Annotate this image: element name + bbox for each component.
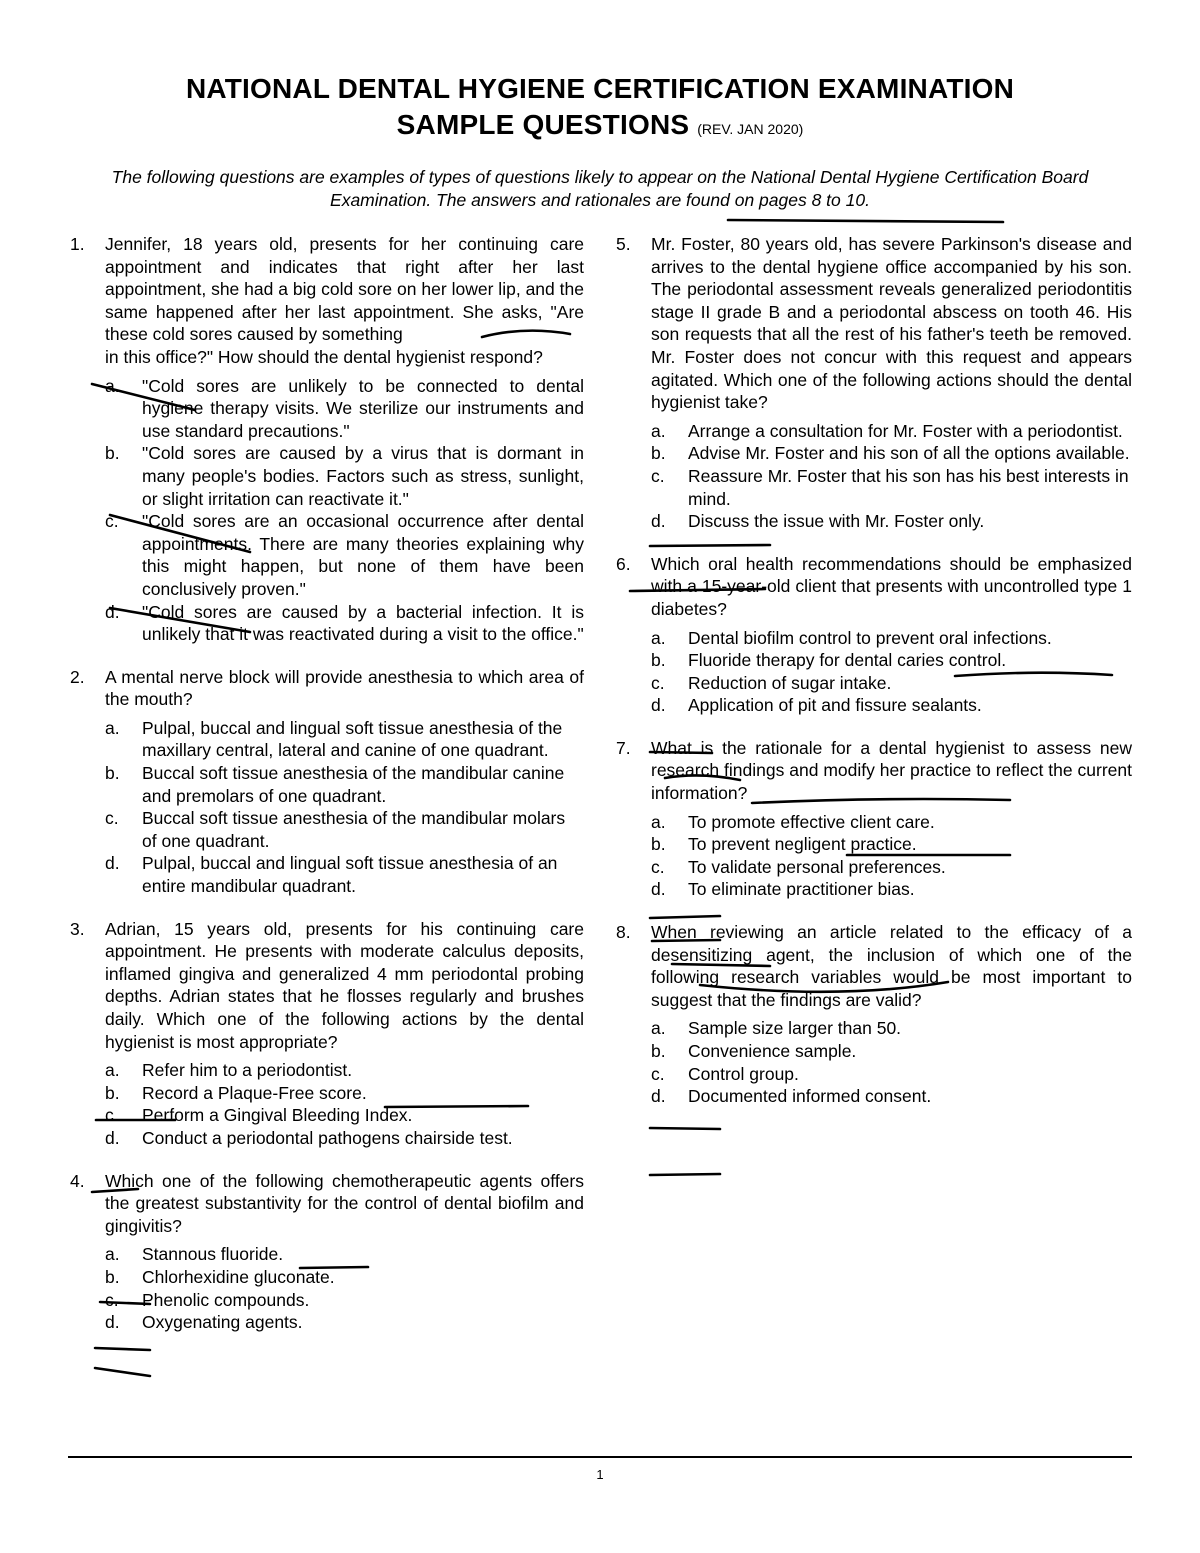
answer-option: c. "Cold sores are an occasional occurrence after dental appointments. There are many theories explaining why this might happen, but none of them have been conclusively proven."	[105, 511, 584, 599]
subtitle-text: SAMPLE QUESTIONS	[396, 109, 690, 140]
answer-option: b. Fluoride therapy for dental caries control.	[651, 650, 1007, 671]
answer-option: a. Dental biofilm control to prevent oral infections.	[651, 627, 1052, 648]
answer-option: b. Chlorhexidine gluconate.	[105, 1266, 335, 1287]
question-number: 2.	[70, 666, 85, 687]
answer-option: b. Advise Mr. Foster and his son of all the options available.	[651, 443, 1130, 464]
question-number: 4.	[70, 1170, 85, 1191]
question-number: 5.	[616, 234, 631, 254]
question-stem: Which one of the following chemotherapeutic agents offers the greatest substantivity for the control of dental biofilm and gingivitis?	[105, 1170, 584, 1236]
answer-option: d. Documented informed consent.	[651, 1086, 932, 1107]
question-stem: Adrian, 15 years old, presents for his continuing care appointment. He presents with moderate calculus deposits, inflamed gingiva and generalized 4 mm periodontal probing depths. Adrian states that he flosses regularly and brushes daily. Which one of the following actions by the dental hygienist is most appropriate?	[105, 918, 584, 1052]
answer-option: b. Record a Plaque-Free score.	[105, 1082, 367, 1103]
question-number: 3.	[70, 918, 85, 939]
question-stem: What is the rationale for a dental hygienist to assess new research findings and modify her practice to reflect the current information?	[651, 737, 1132, 804]
question-stem: Mr. Foster, 80 years old, has severe Parkinson's disease and arrives to the dental hygiene office accompanied by his son. The periodontal assessment reveals generalized periodontitis stage II grade B and a periodontal abscess on tooth 46. His son requests that all the rest of his father's teeth be removed. Mr. Foster does not concur with this request and appears agitated. Which one of the following actions should the dental hygienist take?	[651, 234, 1132, 413]
answer-option: a. Refer him to a periodontist.	[105, 1060, 353, 1081]
question-number: 7.	[616, 737, 631, 758]
answer-option: c. Perform a Gingival Bleeding Index.	[105, 1105, 413, 1126]
answer-option: c. Control group.	[651, 1063, 799, 1084]
answer-option: a. Sample size larger than 50.	[651, 1018, 902, 1039]
answer-option: c. Buccal soft tissue anesthesia of the mandibular molars of one quadrant.	[105, 808, 566, 851]
strike-mark	[650, 1174, 720, 1175]
strike-mark	[650, 1128, 720, 1129]
question-1	[70, 233, 584, 646]
question-number: 6.	[616, 553, 631, 574]
answer-option: a. Stannous fluoride.	[105, 1244, 284, 1265]
footer-divider	[68, 1456, 1132, 1458]
answer-option: c. Reduction of sugar intake.	[651, 672, 892, 693]
question-5	[616, 233, 1132, 533]
intro-paragraph: The following questions are examples of types of questions likely to appear on the National Dental Hygiene Certification Board Examination. The answers and rationales are found on pages 8 to 10.	[111, 167, 1089, 210]
answer-option: a. Arrange a consultation for Mr. Foster with a periodontist.	[651, 420, 1123, 441]
answer-option: d. Conduct a periodontal pathogens chairside test.	[105, 1127, 513, 1148]
answer-option: d. To eliminate practitioner bias.	[651, 879, 915, 900]
answer-option: d. Oxygenating agents.	[105, 1312, 303, 1333]
answer-option: c. To validate personal preferences.	[651, 856, 946, 877]
answer-option: b. "Cold sores are caused by a virus that is dormant in many people's bodies. Factors such as stress, sunlight, or slight irritation can reactivate it."	[105, 443, 584, 509]
question-number: 1.	[70, 234, 85, 254]
question-stem: A mental nerve block will provide anesthesia to which area of the mouth?	[105, 666, 584, 710]
answer-option: d. Discuss the issue with Mr. Foster only.	[651, 511, 985, 532]
answer-option: b. To prevent negligent practice.	[651, 834, 917, 855]
question-stem: Jennifer, 18 years old, presents for her continuing care appointment and indicates that right after her last appointment, she had a big cold sore on her lower lip, and the same happened after her last appointment. She asks, "Are these cold sores caused by something	[105, 234, 584, 345]
answer-option: c. Reassure Mr. Foster that his son has his best interests in mind.	[651, 465, 1129, 509]
answer-option: b. Convenience sample.	[651, 1041, 857, 1061]
right-column	[616, 233, 1132, 1128]
answer-option: c. Phenolic compounds.	[105, 1289, 310, 1310]
question-7	[616, 737, 1132, 901]
answer-option: d. Application of pit and fissure sealants.	[651, 695, 982, 716]
answer-option: b. Buccal soft tissue anesthesia of the mandibular canine and premolars of one quadrant.	[105, 763, 565, 806]
strike-mark	[95, 1368, 150, 1376]
answer-option: a. To promote effective client care.	[651, 811, 935, 832]
question-stem: When reviewing an article related to the efficacy of a desensitizing agent, the inclusion of which one of the following research variables would be most important to suggest that the findings are valid?	[651, 922, 1132, 1010]
revision-note: (REV. JAN 2020)	[697, 121, 804, 137]
answer-option: d. "Cold sores are caused by a bacterial infection. It is unlikely that it was reactivated during a visit to the office."	[105, 601, 584, 645]
question-4	[70, 1170, 584, 1334]
question-stem-continued: in this office?" How should the dental hygienist respond?	[105, 346, 543, 367]
document-subtitle	[0, 108, 1200, 146]
question-stem: Which oral health recommendations should be emphasized with a 15-year-old client that presents with uncontrolled type 1 diabetes?	[651, 553, 1132, 619]
question-8	[616, 921, 1132, 1108]
underline-mark	[728, 220, 1003, 222]
answer-option: d. Pulpal, buccal and lingual soft tissue anesthesia of an entire mandibular quadrant.	[105, 853, 558, 897]
answer-option: a. Pulpal, buccal and lingual soft tissue anesthesia of the maxillary central, lateral and canine of one quadrant.	[105, 717, 563, 761]
page-number: 1	[596, 1467, 604, 1482]
answer-option: a. "Cold sores are unlikely to be connected to dental hygiene therapy visits. We sterilize our instruments and use standard precautions."	[105, 375, 584, 441]
question-2	[70, 666, 584, 898]
document-title: NATIONAL DENTAL HYGIENE CERTIFICATION EXAMINATION	[185, 73, 1015, 104]
question-6	[616, 553, 1132, 717]
left-column	[70, 233, 584, 1354]
question-number: 8.	[616, 922, 631, 943]
question-3	[70, 918, 584, 1150]
